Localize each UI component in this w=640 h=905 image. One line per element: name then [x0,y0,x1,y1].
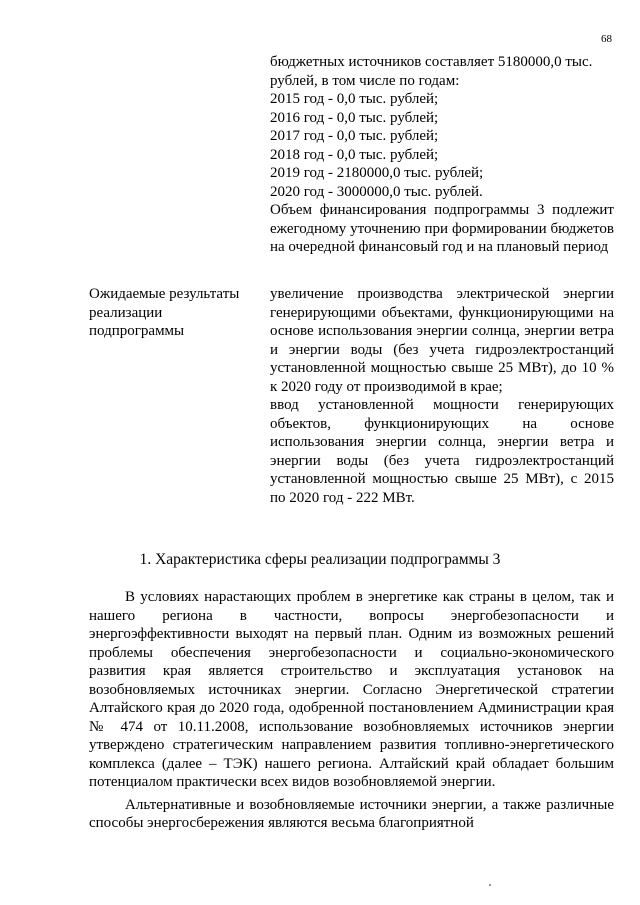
financing-year-2019: 2019 год - 2180000,0 тыс. рублей; [270,165,484,181]
financing-block [270,53,614,257]
financing-year-2020: 2020 год - 3000000,0 тыс. рублей. [270,183,483,200]
financing-line-2: рублей, в том числе по годам: [270,72,460,89]
section-body [89,588,614,833]
page-number: 68 [601,33,612,45]
expected-results-label: Ожидаемые результаты реализации подпрограммы [89,286,240,339]
expected-result-item-2: ввод установленной мощности генерирующих объектов, функционирующих на основе использования энергии солнца, энергии ветра и энергии воды (без учета гидроэлектростанций установленной мощностью свыше 25 МВт), с 2015 по 2020 год - 222 МВт. [270,397,614,506]
financing-year-2015: 2015 год - 0,0 тыс. рублей; [270,91,439,107]
financing-note: Объем финансирования подпрограммы 3 подлежит ежегодному уточнению при формировании бюджетов на очередной финансовый год и на плановый период [270,202,614,255]
expected-results-block [270,285,614,507]
body-paragraph-2: Альтернативные и возобновляемые источники энергии, а также различные способы энергосбережения являются весьма благоприятной [89,796,614,831]
body-paragraph-1: В условиях нарастающих проблем в энергетике как страны в целом, так и нашего региона в частности, вопросы энергобезопасности и энергоэффективности выходят на первый план. Одним из возможных решений проблемы обеспечения энергобезопасности и социально-экономического развития края является строительство и эксплуатация установок на возобновляемых источниках энергии. Согласно Энергетической стратегии Алтайского края до 2020 года, одобренной постановлением Администрации края № 474 от 10.11.2008, использование возобновляемых источников энергии утверждено стратегическим направлением развития топливно-энергетического комплекса (далее – ТЭК) нашего региона. Алтайский край обладает большим потенциалом практически всех видов возобновляемой энергии. [89,589,614,790]
expected-result-item-1: увеличение производства электрической энергии генерирующими объектами, функционирующими на основе использования энергии солнца, энергии ветра и энергии воды (без учета гидроэлектростанций установленной мощностью свыше 25 МВт), до 10 % к 2020 году от производимой в крае; [270,286,614,395]
financing-year-2017: 2017 год - 0,0 тыс. рублей; [270,128,439,144]
financing-line-1: бюджетных источников составляет 5180000,0 тыс. [270,54,593,70]
financing-year-2016: 2016 год - 0,0 тыс. рублей; [270,109,439,126]
section-heading: 1. Характеристика сферы реализации подпрограммы 3 [139,551,501,568]
financing-year-2018: 2018 год - 0,0 тыс. рублей; [270,146,439,163]
scan-speck [489,884,491,886]
